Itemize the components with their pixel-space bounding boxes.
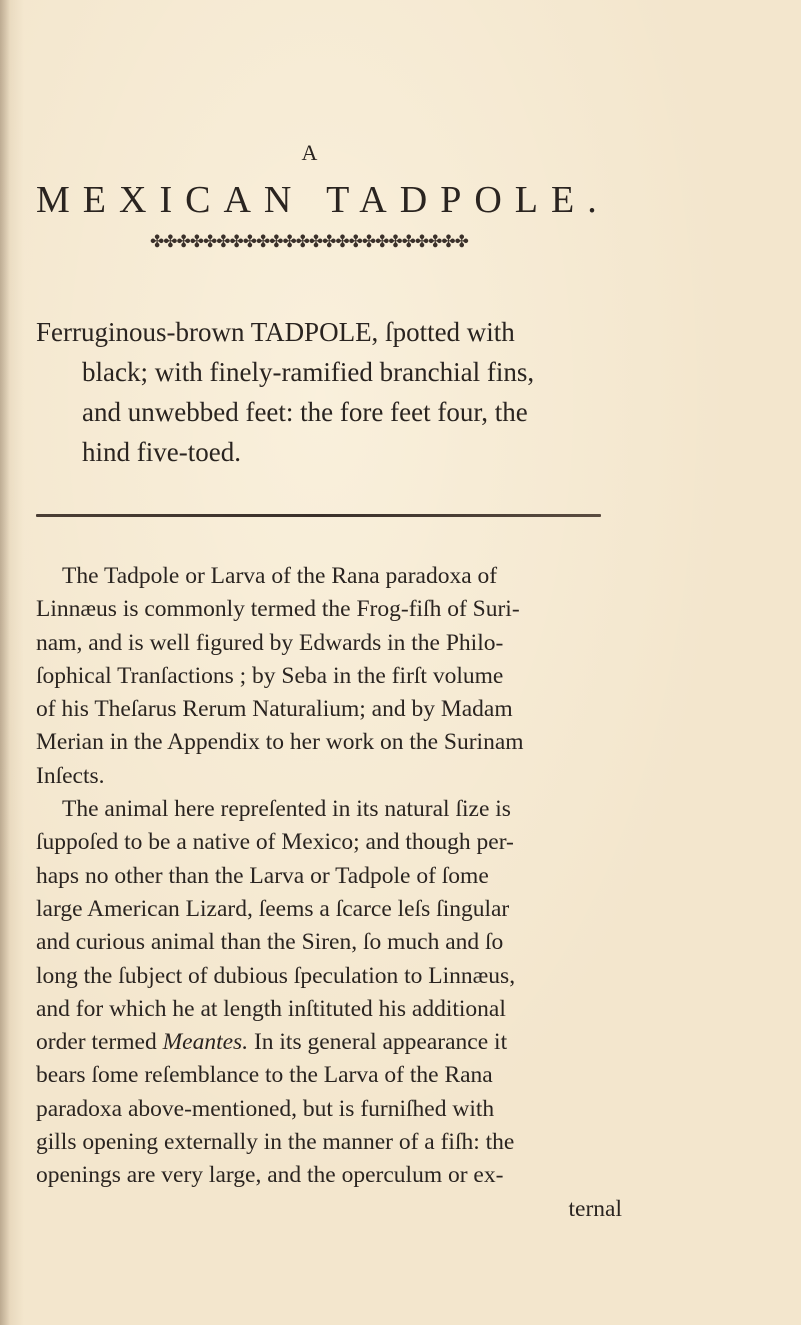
text-line: long the ſubject of dubious ſpeculation to Linnæus, [36, 962, 516, 989]
text-line: openings are very large, and the operculum or ex- [36, 1162, 504, 1189]
text-segment: In its general appearance it [248, 1029, 508, 1056]
text-line: large American Lizard, ſeems a ſcarce leſs ſingular [36, 895, 510, 922]
text-line: and for which he at length inſtituted his additional [36, 995, 506, 1022]
description-line: Ferruginous-brown TADPOLE, ſpotted with [36, 317, 515, 347]
page-title: MEXICAN TADPOLE. [36, 179, 610, 221]
text-line: Merian in the Appendix to her work on the Surinam [36, 729, 524, 756]
text-line: The animal here repreſented in its natural ſize is [62, 796, 511, 823]
text-line: ſuppoſed to be a native of Mexico; and though per- [36, 829, 514, 856]
genus-name-italic: Meantes. [162, 1029, 249, 1056]
text-line: ſophical Tranſactions ; by Seba in the firſt volume [36, 662, 504, 689]
description-line: and unwebbed feet: the fore feet four, the [82, 397, 528, 427]
text-line: paradoxa above-mentioned, but is furniſhed with [36, 1095, 495, 1122]
text-line: nam, and is well figured by Edwards in the Philo- [36, 629, 504, 656]
catchword: ternal [568, 1195, 622, 1222]
text-line: Inſects. [36, 762, 105, 789]
species-description [36, 312, 636, 472]
text-line: haps no other than the Larva or Tadpole of ſome [36, 862, 489, 889]
description-line: black; with finely-ramified branchial fins, [82, 357, 535, 387]
heading-letter: A [301, 140, 319, 165]
text-segment: order termed [36, 1029, 163, 1056]
text-line: gills opening externally in the manner of a fiſh: the [36, 1129, 515, 1156]
page-gutter-shadow [0, 0, 10, 1325]
text-line: bears ſome reſemblance to the Larva of the Rana [36, 1062, 493, 1089]
ornamental-border: ✤✤✤✤✤✤✤✤✤✤✤✤✤✤✤✤✤✤✤✤✤✤✤✤ [150, 232, 468, 251]
description-line: hind five-toed. [82, 437, 241, 467]
text-line-meantes [36, 1026, 636, 1059]
text-line: of his Theſarus Rerum Naturalium; and by Madam [36, 696, 513, 723]
horizontal-rule [36, 514, 601, 517]
body-text [36, 560, 636, 1226]
text-line: Linnæus is commonly termed the Frog-fiſh of Suri- [36, 596, 520, 623]
text-line: and curious animal than the Siren, ſo much and ſo [36, 929, 504, 956]
text-line: The Tadpole or Larva of the Rana paradoxa of [62, 563, 498, 589]
